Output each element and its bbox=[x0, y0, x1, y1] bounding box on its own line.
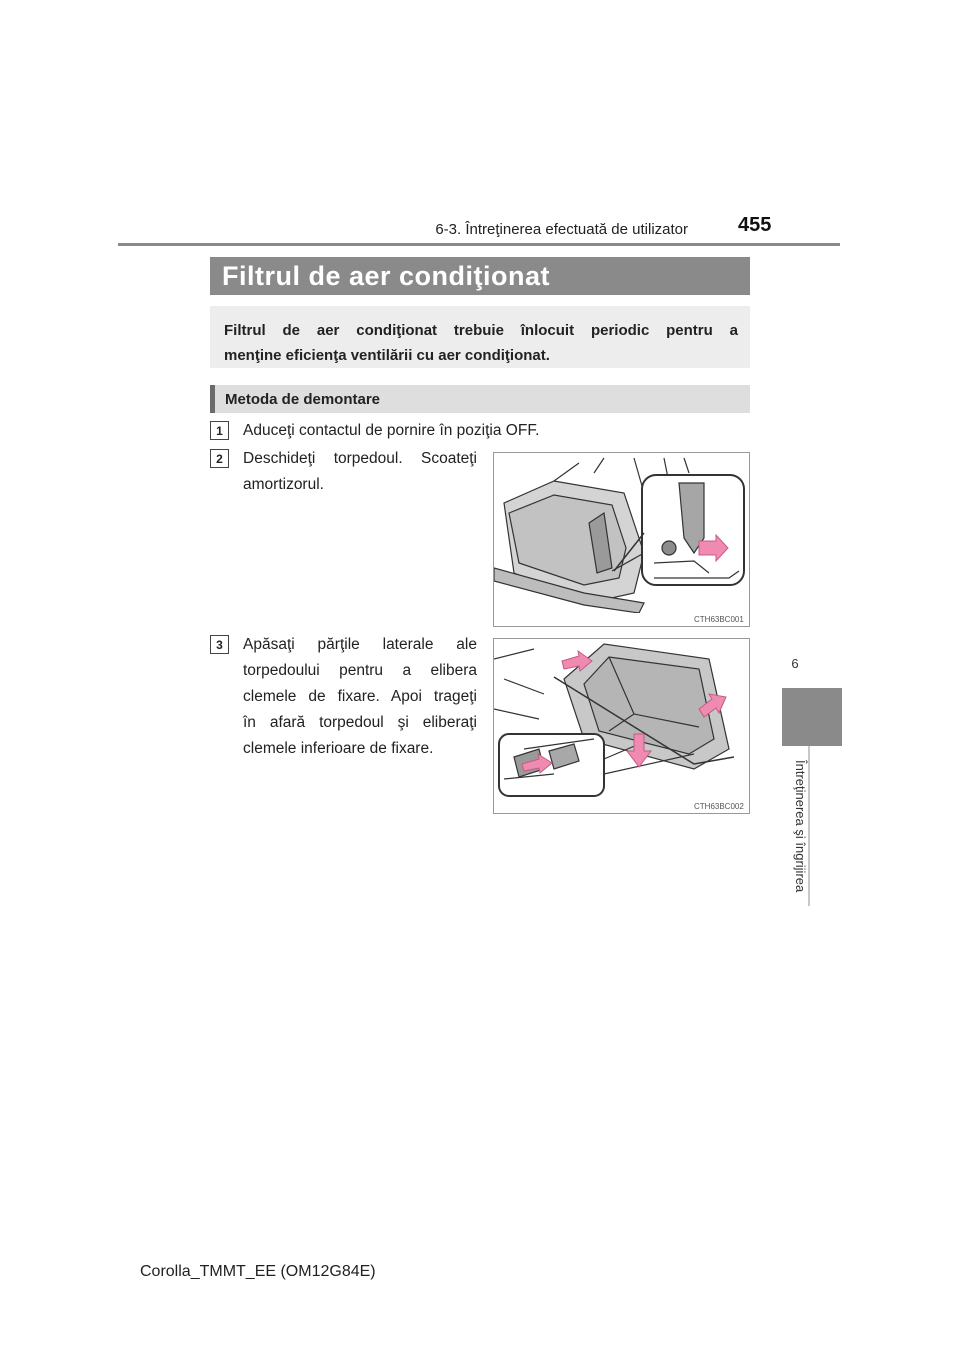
figure-damper-drawing bbox=[494, 453, 749, 613]
footer-model: Corolla_TMMT_EE (OM12G84E) bbox=[140, 1263, 376, 1280]
subheading-bar bbox=[210, 385, 750, 413]
page-number: 455 bbox=[738, 214, 772, 236]
figure-damper bbox=[493, 452, 750, 627]
figure-glovebox-removal bbox=[493, 638, 750, 814]
header-rule bbox=[118, 243, 840, 246]
section-title: Filtrul de aer condiţionat bbox=[222, 260, 551, 291]
step-2-number: 2 bbox=[210, 449, 229, 468]
intro-line-2: menţine eficienţa ventilării cu aer condiţionat. bbox=[224, 347, 550, 364]
step-3-number: 3 bbox=[210, 635, 229, 654]
step-2-line-1: Deschideţi torpedoul. Scoateţi bbox=[243, 450, 477, 467]
figure-damper-code: CTH63BC001 bbox=[694, 615, 744, 624]
step-1-text: Aduceţi contactul de pornire în poziţia OFF. bbox=[243, 422, 540, 439]
section-title-bar bbox=[210, 257, 750, 295]
step-2-text bbox=[243, 446, 477, 498]
step-3-line-2: torpedoului pentru a elibera bbox=[243, 662, 477, 679]
step-2-line-2: amortizorul. bbox=[243, 476, 324, 493]
chapter-title: Întreţinerea şi îngrijirea bbox=[793, 760, 808, 893]
header-section-title: 6-3. Întreţinerea efectuată de utilizator bbox=[435, 221, 688, 238]
intro-line-1: Filtrul de aer condiţionat trebuie înlocuit periodic pentru a bbox=[224, 322, 738, 339]
chapter-tab bbox=[782, 688, 842, 746]
step-3-line-3: clemele de fixare. Apoi trageţi bbox=[243, 688, 477, 705]
intro-text bbox=[224, 318, 738, 368]
step-3-line-4: în afară torpedoul şi eliberaţi bbox=[243, 714, 477, 731]
chapter-number: 6 bbox=[791, 656, 799, 671]
step-3-line-5: clemele inferioare de fixare. bbox=[243, 740, 434, 757]
chapter-rule bbox=[808, 746, 810, 906]
figure-glovebox-drawing bbox=[494, 639, 749, 801]
figure-glovebox-code: CTH63BC002 bbox=[694, 802, 744, 811]
subheading-text: Metoda de demontare bbox=[225, 390, 381, 408]
step-3-line-1: Apăsaţi părţile laterale ale bbox=[243, 636, 477, 653]
step-1-number: 1 bbox=[210, 421, 229, 440]
step-3-text bbox=[243, 632, 477, 762]
